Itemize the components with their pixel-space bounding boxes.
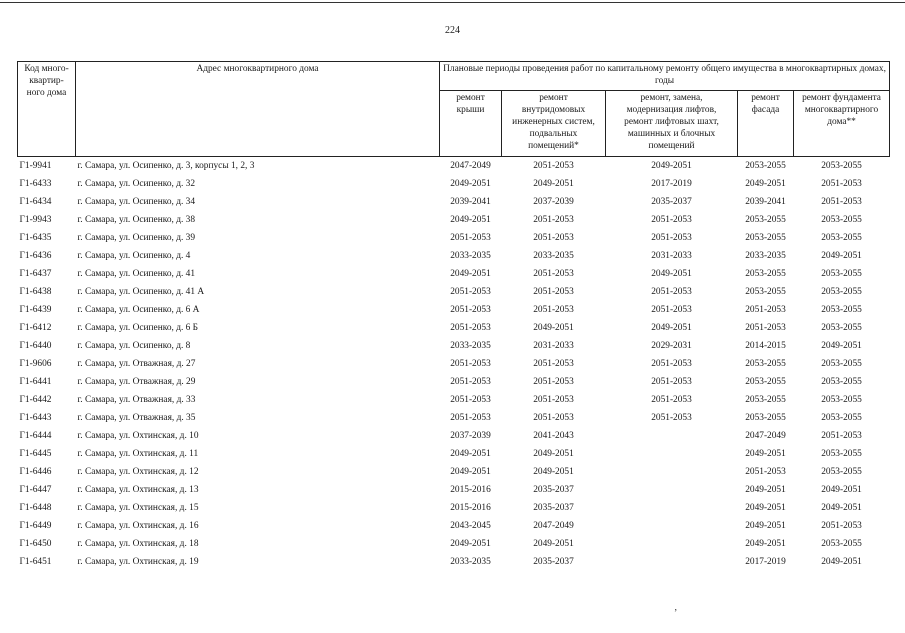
cell-facade: 2047-2049 <box>745 431 786 441</box>
cell-code: Г1-6412 <box>19 323 52 333</box>
table-row <box>18 391 890 409</box>
cell-elevators <box>606 553 738 571</box>
cell-foundation: 2051-2053 <box>821 197 862 207</box>
cell-elevators <box>606 481 738 499</box>
cell-roof: 2051-2053 <box>450 413 491 423</box>
cell-address: г. Самара, ул. Осипенко, д. 41 <box>77 269 196 279</box>
cell-facade: 2039-2041 <box>745 197 786 207</box>
capital-repair-table <box>17 61 890 571</box>
cell-roof: 2043-2045 <box>450 521 491 531</box>
cell-engineering: 2031-2033 <box>533 341 574 351</box>
cell-facade: 2053-2055 <box>745 413 786 423</box>
top-rule-right <box>880 2 905 13</box>
cell-engineering: 2051-2053 <box>533 395 574 405</box>
cell-foundation: 2051-2053 <box>821 521 862 531</box>
cell-code: Г1-9606 <box>19 359 52 369</box>
cell-roof: 2049-2051 <box>450 467 491 477</box>
cell-engineering: 2041-2043 <box>533 431 574 441</box>
table-body <box>18 157 890 572</box>
header-elevators: ремонт, замена, модернизация лифтов, ремонт лифтовых шахт, машинных и блочных помещений <box>606 90 738 156</box>
cell-roof: 2051-2053 <box>450 287 491 297</box>
cell-address: г. Самара, ул. Охтинская, д. 18 <box>77 539 199 549</box>
cell-code: Г1-6449 <box>19 521 52 531</box>
cell-foundation: 2053-2055 <box>821 539 862 549</box>
cell-code: Г1-6444 <box>19 431 52 441</box>
cell-roof: 2051-2053 <box>450 233 491 243</box>
cell-address: г. Самара, ул. Осипенко, д. 6 А <box>77 305 200 315</box>
cell-elevators: 2031-2033 <box>651 251 692 261</box>
cell-address: г. Самара, ул. Осипенко, д. 39 <box>77 233 196 243</box>
header-roof: ремонт крыши <box>440 90 502 156</box>
table-row <box>18 517 890 535</box>
cell-elevators: 2051-2053 <box>651 377 692 387</box>
cell-roof: 2015-2016 <box>450 503 491 513</box>
table-row <box>18 319 890 337</box>
cell-address: г. Самара, ул. Охтинская, д. 15 <box>77 503 199 513</box>
cell-foundation: 2053-2055 <box>821 449 862 459</box>
cell-foundation: 2053-2055 <box>821 395 862 405</box>
cell-facade: 2049-2051 <box>745 485 786 495</box>
cell-facade: 2051-2053 <box>745 305 786 315</box>
cell-engineering: 2049-2051 <box>533 179 574 189</box>
cell-elevators <box>606 463 738 481</box>
table-row <box>18 481 890 499</box>
cell-address: г. Самара, ул. Осипенко, д. 32 <box>77 179 196 189</box>
cell-elevators: 2051-2053 <box>651 359 692 369</box>
cell-code: Г1-6435 <box>19 233 52 243</box>
cell-foundation: 2053-2055 <box>821 467 862 477</box>
table-row <box>18 301 890 319</box>
cell-roof: 2049-2051 <box>450 539 491 549</box>
cell-elevators: 2051-2053 <box>651 395 692 405</box>
cell-foundation: 2049-2051 <box>821 503 862 513</box>
cell-roof: 2049-2051 <box>450 269 491 279</box>
cell-foundation: 2053-2055 <box>821 377 862 387</box>
cell-elevators: 2049-2051 <box>651 269 692 279</box>
cell-code: Г1-6450 <box>19 539 52 549</box>
cell-elevators: 2051-2053 <box>651 287 692 297</box>
cell-roof: 2051-2053 <box>450 359 491 369</box>
cell-facade: 2053-2055 <box>745 359 786 369</box>
table-row <box>18 229 890 247</box>
cell-engineering: 2033-2035 <box>533 251 574 261</box>
cell-code: Г1-6434 <box>19 197 52 207</box>
cell-code: Г1-6433 <box>19 179 52 189</box>
cell-foundation: 2053-2055 <box>821 269 862 279</box>
table-row <box>18 499 890 517</box>
cell-engineering: 2035-2037 <box>533 503 574 513</box>
cell-elevators <box>606 499 738 517</box>
cell-facade: 2053-2055 <box>745 215 786 225</box>
table-row <box>18 211 890 229</box>
cell-engineering: 2037-2039 <box>533 197 574 207</box>
header-facade: ремонт фасада <box>738 90 794 156</box>
cell-facade: 2053-2055 <box>745 287 786 297</box>
cell-elevators: 2049-2051 <box>651 161 692 171</box>
cell-facade: 2049-2051 <box>745 539 786 549</box>
cell-code: Г1-6443 <box>19 413 52 423</box>
cell-engineering: 2051-2053 <box>533 215 574 225</box>
top-rule <box>0 2 880 3</box>
table-row <box>18 337 890 355</box>
cell-engineering: 2049-2051 <box>533 539 574 549</box>
cell-elevators: 2051-2053 <box>651 305 692 315</box>
cell-facade: 2053-2055 <box>745 161 786 171</box>
cell-foundation: 2053-2055 <box>821 323 862 333</box>
cell-roof: 2049-2051 <box>450 449 491 459</box>
cell-foundation: 2053-2055 <box>821 359 862 369</box>
cell-foundation: 2049-2051 <box>821 251 862 261</box>
cell-facade: 2049-2051 <box>745 179 786 189</box>
cell-roof: 2051-2053 <box>450 305 491 315</box>
cell-roof: 2051-2053 <box>450 377 491 387</box>
cell-code: Г1-6438 <box>19 287 52 297</box>
cell-address: г. Самара, ул. Охтинская, д. 11 <box>77 449 199 459</box>
cell-engineering: 2051-2053 <box>533 269 574 279</box>
cell-code: Г1-6437 <box>19 269 52 279</box>
cell-foundation: 2053-2055 <box>821 413 862 423</box>
table-row <box>18 445 890 463</box>
cell-facade: 2053-2055 <box>745 269 786 279</box>
table-row <box>18 175 890 193</box>
cell-address: г. Самара, ул. Отважная, д. 33 <box>77 395 196 405</box>
cell-foundation: 2053-2055 <box>821 287 862 297</box>
cell-elevators: 2051-2053 <box>651 233 692 243</box>
cell-engineering: 2051-2053 <box>533 413 574 423</box>
cell-address: г. Самара, ул. Охтинская, д. 19 <box>77 557 199 567</box>
cell-engineering: 2035-2037 <box>533 485 574 495</box>
cell-roof: 2047-2049 <box>450 161 491 171</box>
cell-facade: 2051-2053 <box>745 323 786 333</box>
cell-facade: 2053-2055 <box>745 377 786 387</box>
cell-foundation: 2053-2055 <box>821 305 862 315</box>
cell-foundation: 2051-2053 <box>821 179 862 189</box>
cell-roof: 2033-2035 <box>450 557 491 567</box>
cell-code: Г1-6446 <box>19 467 52 477</box>
cell-engineering: 2051-2053 <box>533 161 574 171</box>
page-number: 224 <box>445 25 460 36</box>
cell-facade: 2051-2053 <box>745 467 786 477</box>
cell-roof: 2049-2051 <box>450 215 491 225</box>
cell-address: г. Самара, ул. Охтинская, д. 12 <box>77 467 199 477</box>
cell-facade: 2049-2051 <box>745 449 786 459</box>
cell-facade: 2017-2019 <box>745 557 786 567</box>
cell-address: г. Самара, ул. Осипенко, д. 8 <box>77 341 191 351</box>
stray-mark: ’ <box>674 608 678 619</box>
table-row <box>18 247 890 265</box>
table-row <box>18 193 890 211</box>
header-foundation: ремонт фундамента многоквартирного дома** <box>794 90 890 156</box>
cell-foundation: 2049-2051 <box>821 485 862 495</box>
table-row <box>18 535 890 553</box>
cell-code: Г1-6447 <box>19 485 52 495</box>
cell-roof: 2015-2016 <box>450 485 491 495</box>
cell-roof: 2039-2041 <box>450 197 491 207</box>
cell-facade: 2049-2051 <box>745 503 786 513</box>
cell-engineering: 2051-2053 <box>533 359 574 369</box>
header-periods: Плановые периоды проведения работ по капитальному ремонту общего имущества в многоквартирных домах, годы <box>440 62 890 91</box>
cell-engineering: 2047-2049 <box>533 521 574 531</box>
cell-elevators <box>606 517 738 535</box>
cell-engineering: 2051-2053 <box>533 305 574 315</box>
cell-code: Г1-6442 <box>19 395 52 405</box>
cell-elevators <box>606 445 738 463</box>
cell-engineering: 2051-2053 <box>533 377 574 387</box>
cell-foundation: 2049-2051 <box>821 341 862 351</box>
cell-code: Г1-9943 <box>19 215 52 225</box>
cell-code: Г1-9941 <box>19 161 52 171</box>
table-row <box>18 427 890 445</box>
cell-code: Г1-6445 <box>19 449 52 459</box>
cell-elevators: 2049-2051 <box>651 323 692 333</box>
table-row <box>18 373 890 391</box>
cell-facade: 2033-2035 <box>745 251 786 261</box>
cell-code: Г1-6439 <box>19 305 52 315</box>
cell-roof: 2037-2039 <box>450 431 491 441</box>
cell-address: г. Самара, ул. Осипенко, д. 4 <box>77 251 191 261</box>
cell-elevators <box>606 535 738 553</box>
cell-address: г. Самара, ул. Отважная, д. 35 <box>77 413 196 423</box>
cell-engineering: 2035-2037 <box>533 557 574 567</box>
table-row <box>18 355 890 373</box>
cell-foundation: 2053-2055 <box>821 233 862 243</box>
cell-facade: 2053-2055 <box>745 395 786 405</box>
cell-engineering: 2051-2053 <box>533 287 574 297</box>
cell-roof: 2049-2051 <box>450 179 491 189</box>
cell-address: г. Самара, ул. Охтинская, д. 10 <box>77 431 199 441</box>
cell-elevators: 2051-2053 <box>651 215 692 225</box>
cell-address: г. Самара, ул. Охтинская, д. 16 <box>77 521 199 531</box>
cell-elevators <box>606 427 738 445</box>
cell-facade: 2049-2051 <box>745 521 786 531</box>
header-engineering: ремонт внутридомовых инженерных систем, подвальных помещений* <box>502 90 606 156</box>
cell-code: Г1-6451 <box>19 557 52 567</box>
table-row <box>18 157 890 176</box>
cell-elevators: 2029-2031 <box>651 341 692 351</box>
cell-address: г. Самара, ул. Осипенко, д. 41 А <box>77 287 205 297</box>
cell-code: Г1-6440 <box>19 341 52 351</box>
header-code: Код много- квартир- ного дома <box>18 62 76 157</box>
cell-engineering: 2049-2051 <box>533 467 574 477</box>
cell-roof: 2051-2053 <box>450 395 491 405</box>
table-row <box>18 265 890 283</box>
cell-elevators: 2035-2037 <box>651 197 692 207</box>
cell-engineering: 2049-2051 <box>533 449 574 459</box>
table-row <box>18 553 890 571</box>
cell-roof: 2033-2035 <box>450 251 491 261</box>
cell-engineering: 2049-2051 <box>533 323 574 333</box>
cell-address: г. Самара, ул. Осипенко, д. 38 <box>77 215 196 225</box>
table-row <box>18 463 890 481</box>
cell-address: г. Самара, ул. Отважная, д. 27 <box>77 359 196 369</box>
cell-address: г. Самара, ул. Охтинская, д. 13 <box>77 485 199 495</box>
cell-foundation: 2049-2051 <box>821 557 862 567</box>
cell-foundation: 2051-2053 <box>821 431 862 441</box>
cell-engineering: 2051-2053 <box>533 233 574 243</box>
cell-address: г. Самара, ул. Осипенко, д. 34 <box>77 197 196 207</box>
header-address: Адрес многоквартирного дома <box>76 62 440 157</box>
cell-roof: 2033-2035 <box>450 341 491 351</box>
table-row <box>18 409 890 427</box>
cell-address: г. Самара, ул. Осипенко, д. 6 Б <box>77 323 199 333</box>
cell-elevators: 2017-2019 <box>651 179 692 189</box>
cell-code: Г1-6441 <box>19 377 52 387</box>
cell-facade: 2014-2015 <box>745 341 786 351</box>
cell-facade: 2053-2055 <box>745 233 786 243</box>
cell-address: г. Самара, ул. Отважная, д. 29 <box>77 377 196 387</box>
cell-address: г. Самара, ул. Осипенко, д. 3, корпусы 1, 2, 3 <box>77 161 255 171</box>
table-row <box>18 283 890 301</box>
cell-foundation: 2053-2055 <box>821 215 862 225</box>
cell-code: Г1-6448 <box>19 503 52 513</box>
cell-elevators: 2051-2053 <box>651 413 692 423</box>
cell-foundation: 2053-2055 <box>821 161 862 171</box>
cell-code: Г1-6436 <box>19 251 52 261</box>
cell-roof: 2051-2053 <box>450 323 491 333</box>
